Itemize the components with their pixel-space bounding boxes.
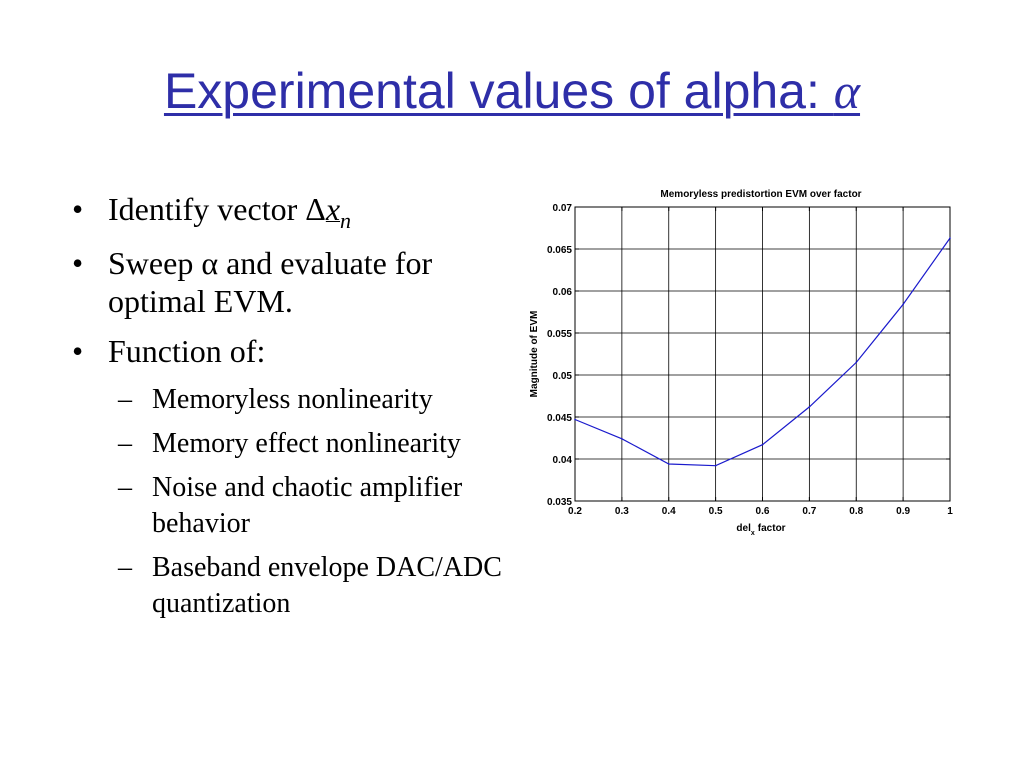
x-axis-label — [736, 523, 785, 537]
subbullet-text: Memoryless nonlinearity — [152, 384, 433, 415]
x-tick-label: 1 — [947, 506, 953, 517]
subbullet-text: Noise and chaotic amplifier behavior — [152, 472, 463, 539]
bullet-dot-icon: • — [72, 245, 84, 281]
bullet-sweep-text: Sweep α and evaluate for optimal EVM. — [108, 245, 433, 319]
subbullet-text: Baseband envelope DAC/ADC quantization — [152, 552, 502, 619]
x-tick-label: 0.7 — [802, 506, 817, 517]
bullet-function-of — [70, 332, 510, 370]
subbullet-baseband — [70, 550, 510, 622]
data-point — [902, 304, 904, 306]
chart-grid — [575, 207, 950, 501]
y-tick-label: 0.04 — [552, 455, 572, 466]
x-tick-label: 0.4 — [661, 506, 676, 517]
bullet-identify-sub: n — [340, 208, 352, 233]
x-tick-label: 0.5 — [708, 506, 723, 517]
bullet-sweep-alpha — [70, 244, 510, 320]
x-tick-label: 0.2 — [568, 506, 582, 517]
x-tick-label: 0.9 — [896, 506, 911, 517]
y-tick-label: 0.05 — [552, 371, 572, 382]
y-tick-label: 0.045 — [546, 413, 572, 424]
title-alpha-symbol: α — [833, 63, 861, 119]
subbullet-text: Memory effect nonlinearity — [152, 428, 461, 459]
data-point — [762, 444, 764, 446]
data-point — [621, 438, 623, 440]
x-tick-label: 0.3 — [614, 506, 629, 517]
dash-icon: – — [118, 384, 132, 415]
bullet-identify-text: Identify vector Δ — [108, 191, 326, 227]
x-axis-ticks — [568, 207, 953, 517]
dash-icon: – — [118, 428, 132, 459]
x-tick-label: 0.6 — [755, 506, 770, 517]
data-point — [715, 465, 717, 467]
x-axis-label-sub: x — [750, 530, 755, 537]
y-tick-label: 0.06 — [552, 287, 572, 298]
y-tick-label: 0.07 — [552, 203, 572, 214]
slide-title — [0, 62, 1024, 120]
data-point — [855, 362, 857, 364]
bullet-dot-icon: • — [72, 191, 84, 227]
x-tick-label: 0.8 — [849, 506, 864, 517]
bullet-list — [70, 190, 510, 630]
bullet-function-text: Function of: — [108, 333, 266, 369]
data-point — [574, 419, 576, 421]
y-axis-label: Magnitude of EVM — [529, 310, 540, 398]
dash-icon: – — [118, 472, 132, 503]
subbullet-memoryless — [70, 382, 510, 418]
y-tick-label: 0.055 — [546, 329, 572, 340]
subbullet-noise — [70, 470, 510, 542]
data-point — [809, 406, 811, 408]
data-point — [949, 237, 951, 239]
subbullet-memory-effect — [70, 426, 510, 462]
evm-chart — [520, 180, 970, 550]
y-tick-label: 0.035 — [546, 497, 572, 508]
dash-icon: – — [118, 552, 132, 583]
x-axis-label-main: del — [736, 523, 751, 534]
x-axis-label-rest: factor — [757, 523, 786, 534]
y-tick-label: 0.065 — [546, 245, 572, 256]
title-text: Experimental values of alpha: — [163, 63, 834, 119]
data-point — [668, 463, 670, 465]
bullet-identify-var: x — [325, 191, 341, 227]
bullet-dot-icon: • — [72, 333, 84, 369]
chart-title: Memoryless predistortion EVM over factor — [660, 189, 862, 200]
bullet-identify-vector — [70, 190, 510, 232]
